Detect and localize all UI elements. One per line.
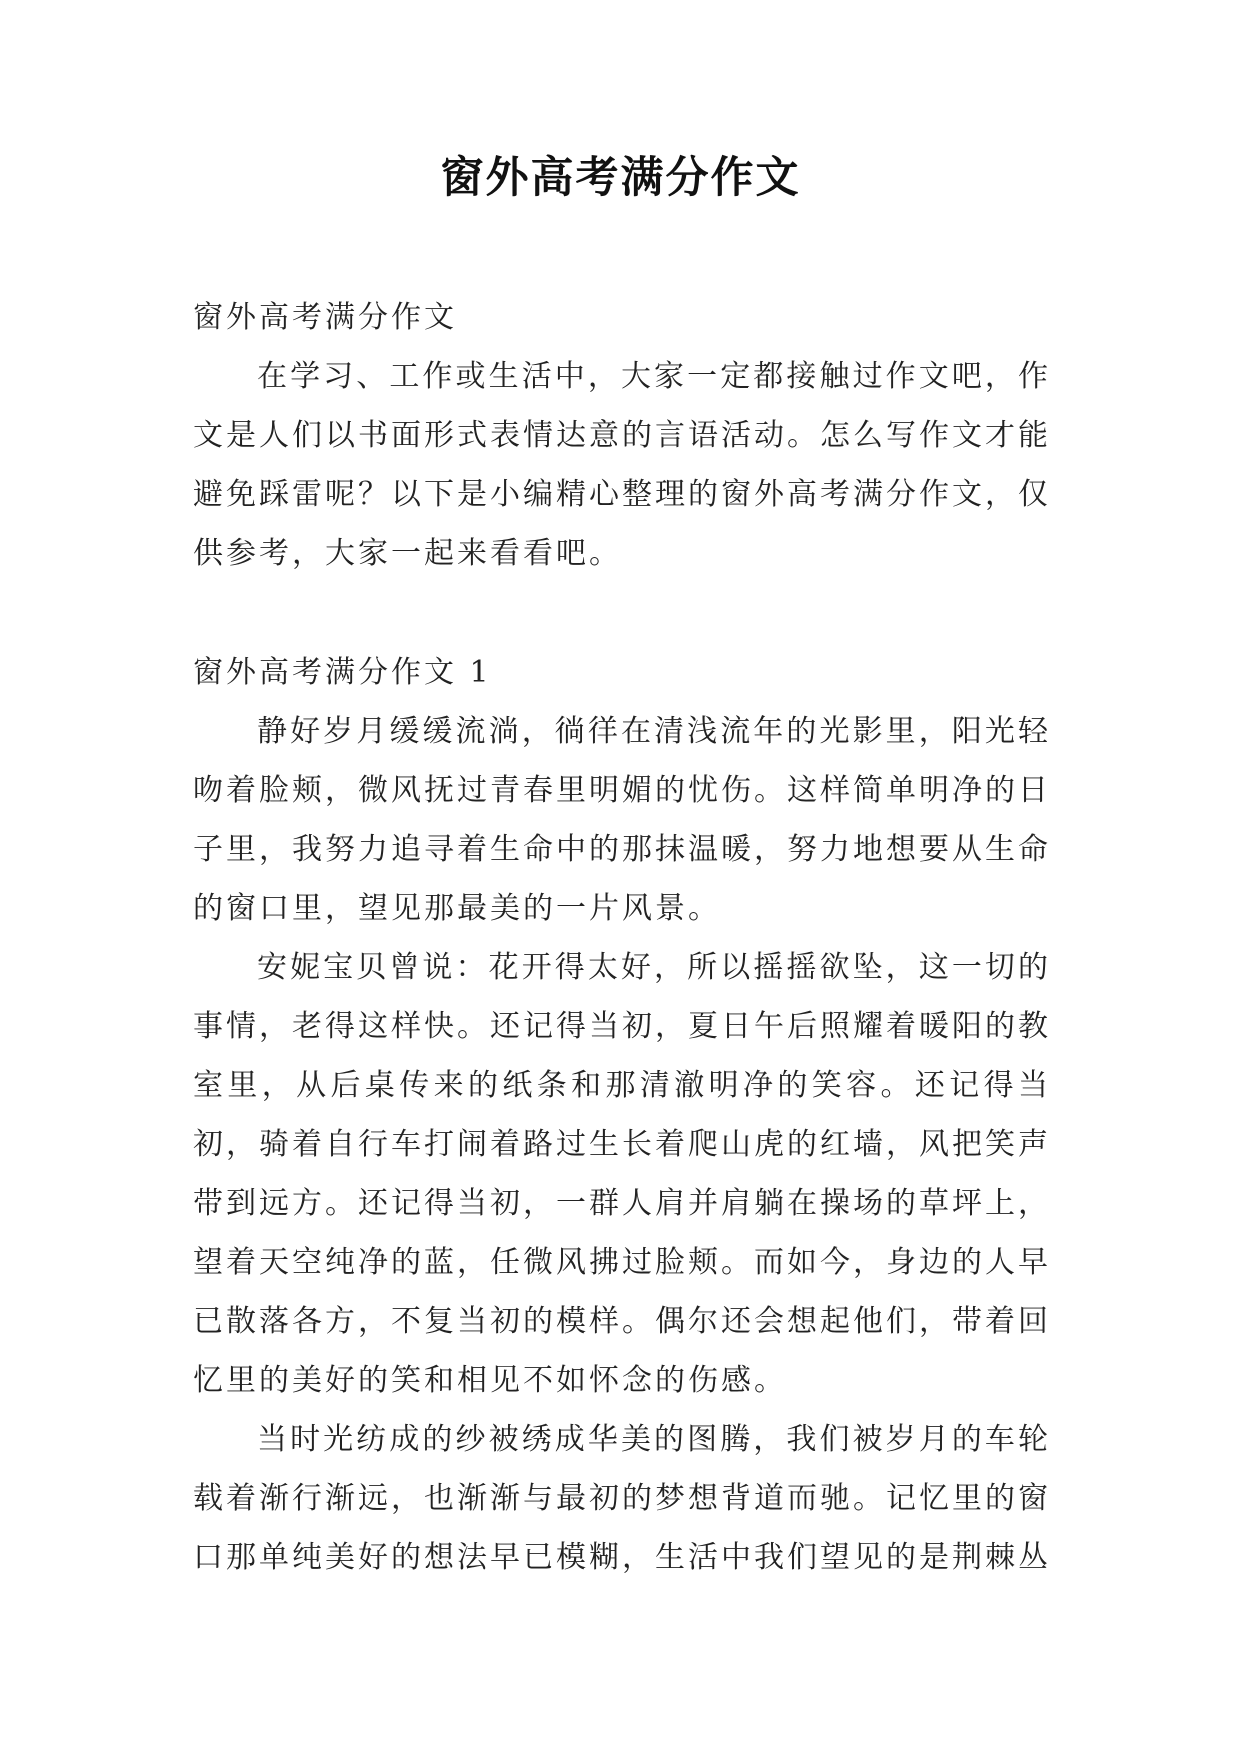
intro-paragraph: 在学习、工作或生活中，大家一定都接触过作文吧，作文是人们以书面形式表情达意的言语活动。怎么写作文才能避免踩雷呢？以下是小编精心整理的窗外高考满分作文，仅供参考，大家一起来看看吧。 [193, 359, 1051, 571]
intro-heading: 窗外高考满分作文 [193, 300, 457, 335]
essay-1-heading: 窗外高考满分作文 1 [193, 655, 492, 690]
section-spacer [193, 583, 1051, 643]
essay-1-paragraph: 静好岁月缓缓流淌，徜徉在清浅流年的光影里，阳光轻吻着脸颊，微风抚过青春里明媚的忧伤。这样简单明净的日子里，我努力追寻着生命中的那抹温暖，努力地想要从生命的窗口里，望见那最美的一片风景。 [193, 714, 1051, 926]
essay-1-paragraph: 当时光纺成的纱被绣成华美的图腾，我们被岁月的车轮载着渐行渐远，也渐渐与最初的梦想背道而驰。记忆里的窗口那单纯美好的想法早已模糊，生活中我们望见的是荆棘丛 [193, 1422, 1051, 1575]
document-title: 窗外高考满分作文 [440, 153, 801, 203]
essay-1-paragraph: 安妮宝贝曾说：花开得太好，所以摇摇欲坠，这一切的事情，老得这样快。还记得当初，夏日午后照耀着暖阳的教室里，从后桌传来的纸条和那清澈明净的笑容。还记得当初，骑着自行车打闹着路过生长着爬山虎的红墙，风把笑声带到远方。还记得当初，一群人肩并肩躺在操场的草坪上，望着天空纯净的蓝，任微风拂过脸颊。而如今，身边的人早已散落各方，不复当初的模样。偶尔还会想起他们，带着回忆里的美好的笑和相见不如怀念的伤感。 [193, 950, 1051, 1398]
document-body [193, 288, 1051, 1587]
